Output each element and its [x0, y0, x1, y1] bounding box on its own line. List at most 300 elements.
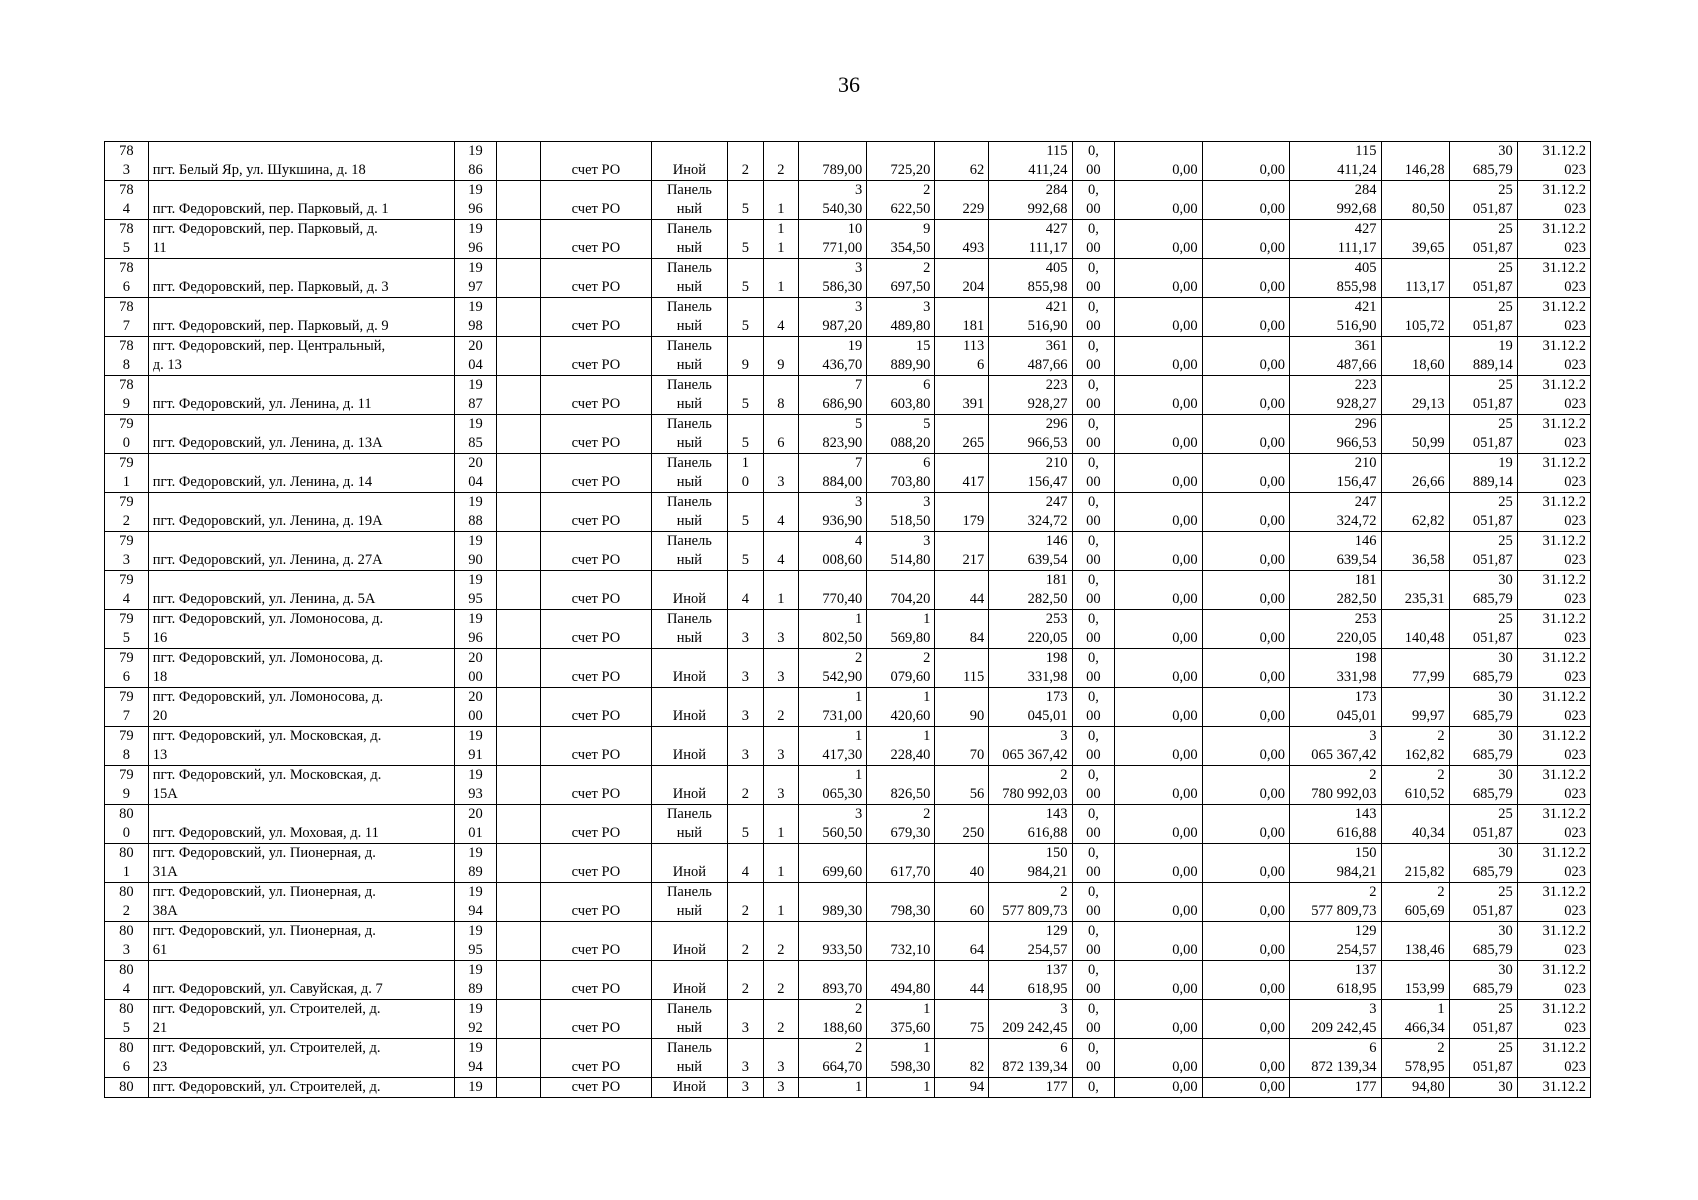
cell-line-1: 31.12.2 [1542, 1001, 1586, 1017]
row-number-cell [105, 259, 149, 298]
cell-line-2: ный [676, 201, 703, 217]
cell-line-1: 296 [1354, 416, 1377, 432]
cell-line-2: счет РО [571, 942, 621, 958]
cell-line-2: 0,00 [1259, 318, 1286, 334]
cell-line-1 [768, 415, 795, 434]
address-cell [148, 181, 454, 220]
cell-line-2: ный [676, 552, 703, 568]
blank-cell [497, 1039, 541, 1078]
residents-cell [935, 532, 989, 571]
regional-cell [1115, 883, 1202, 922]
floors-cell [728, 454, 764, 493]
cell-line-2: 64 [969, 942, 985, 958]
cell-line-2: 9 [741, 357, 749, 373]
wall-material-cell [651, 1078, 727, 1098]
cell-line-2: 0,00 [1259, 903, 1286, 919]
cell-line-1 [1386, 922, 1445, 941]
account-cell [541, 337, 652, 376]
cell-line-1: 0, [1087, 572, 1099, 588]
cell-line-2: 639,54 [1027, 552, 1068, 568]
limit-cost-cell [1449, 805, 1517, 844]
cell-line-2: 0,00 [1259, 669, 1286, 685]
municipal-cell [1202, 844, 1289, 883]
cell-line-1: 4 [855, 533, 863, 549]
cell-line-2: 00 [1086, 552, 1101, 568]
cell-line-2: 4 [777, 318, 785, 334]
federal-cell [1072, 688, 1115, 727]
address-cell [148, 1000, 454, 1039]
row-number-cell [105, 532, 149, 571]
cell-text: счет РО [571, 1079, 621, 1095]
cell-line-1: 78 [119, 338, 134, 354]
wall-material-cell [651, 142, 727, 181]
address-cell [148, 1039, 454, 1078]
cell-line-1 [545, 805, 647, 824]
row-number-cell [105, 220, 149, 259]
residents-cell [935, 688, 989, 727]
cell-line-2: 045,01 [1027, 708, 1068, 724]
cell-line-2: 113,17 [1405, 279, 1445, 295]
cell-line-1: 20 [468, 689, 483, 705]
cell-line-2: 00 [1086, 981, 1101, 997]
cell-line-2: счет РО [571, 864, 621, 880]
cell-line-1: 19 [468, 962, 483, 978]
cell-line-2: 5 [741, 318, 749, 334]
cell-line-1: 5 [855, 416, 863, 432]
owners-cell [1290, 142, 1381, 181]
owners-cell [1290, 493, 1381, 532]
limit-cost-cell [1449, 532, 1517, 571]
address-cell [148, 961, 454, 1000]
cell-line-2: 023 [1564, 318, 1586, 334]
cell-line-1: 31.12.2 [1542, 338, 1586, 354]
wall-material-cell [651, 220, 727, 259]
cell-line-2: 15А [152, 786, 178, 802]
living-area-cell [867, 337, 935, 376]
cell-line-1: 405 [1045, 260, 1068, 276]
cell-line-1: 2 [1437, 1040, 1445, 1056]
cell-line-2: 5 [741, 279, 749, 295]
total-cost-cell [989, 844, 1072, 883]
cell-line-2: 518,50 [890, 513, 931, 529]
cell-line-2: 95 [468, 942, 483, 958]
cell-line-2: 00 [1086, 474, 1101, 490]
cell-line-2: пгт. Федоровский, ул. Ленина, д. 19А [152, 513, 383, 529]
cell-line-2: счет РО [571, 318, 621, 334]
deadline-cell [1517, 571, 1590, 610]
federal-cell [1072, 1000, 1115, 1039]
cell-line-1 [501, 961, 536, 980]
cell-line-2: 99,97 [1411, 708, 1445, 724]
cell-line-1 [732, 610, 759, 629]
cell-line-2: 44 [969, 981, 985, 997]
cell-line-1: 143 [1354, 806, 1377, 822]
cell-line-2: 569,80 [890, 630, 931, 646]
cell-line-2: 0,00 [1172, 513, 1198, 529]
cell-text: 1 [855, 1079, 863, 1095]
cell-line-1: 19 [468, 767, 483, 783]
cell-line-2: 00 [1086, 591, 1101, 607]
cell-line-2: 0,00 [1172, 474, 1198, 490]
cell-line-2: 516,90 [1336, 318, 1377, 334]
cell-line-2: 354,50 [890, 240, 931, 256]
owners-cell [1290, 259, 1381, 298]
cell-line-1: 6 [923, 455, 931, 471]
cell-line-1 [1386, 142, 1445, 161]
table-row [105, 961, 1591, 1000]
cell-line-1: 143 [1045, 806, 1068, 822]
living-area-cell [867, 688, 935, 727]
cost-per-sqm-cell [1381, 571, 1449, 610]
cell-line-2: 2 [777, 981, 785, 997]
cell-line-2: 3 [777, 630, 785, 646]
cell-line-2: 6 [976, 357, 985, 373]
blank-cell [497, 1078, 541, 1098]
cell-line-2: 0,00 [1172, 396, 1198, 412]
cell-line-2: 618,95 [1336, 981, 1377, 997]
cell-line-2: 179 [962, 513, 985, 529]
cell-line-1: Панель [666, 260, 712, 276]
cell-line-2: 324,72 [1336, 513, 1377, 529]
cell-line-2: 051,87 [1472, 552, 1513, 568]
cell-line-2: 6 [122, 669, 130, 685]
cell-line-1: 25 [1498, 611, 1513, 627]
cell-line-2: 5 [741, 825, 749, 841]
owners-cell [1290, 922, 1381, 961]
cell-line-1 [939, 883, 984, 902]
cell-line-1 [732, 415, 759, 434]
cell-line-2: 70 [969, 747, 985, 763]
cell-line-2: 3 [777, 747, 785, 763]
cell-line-2: 8 [122, 747, 130, 763]
cell-line-2: 0,00 [1172, 708, 1198, 724]
cell-line-2: 685,79 [1472, 162, 1513, 178]
cell-line-1: 3 [923, 299, 931, 315]
cell-line-1 [732, 844, 759, 863]
cell-line-1: пгт. Федоровский, пер. Центральный, [152, 338, 386, 354]
cell-line-2: 023 [1564, 240, 1586, 256]
cell-line-1 [1386, 220, 1445, 239]
cell-line-1 [656, 649, 723, 668]
cell-line-2 [501, 200, 536, 219]
living-area-cell [867, 571, 935, 610]
living-area-cell [867, 532, 935, 571]
cell-line-1 [153, 454, 450, 473]
cell-line-2: 617,70 [890, 864, 931, 880]
cell-line-1: 25 [1498, 1001, 1513, 1017]
cell-line-1 [939, 493, 984, 512]
residents-cell [935, 415, 989, 454]
cell-line-2: 0,00 [1259, 513, 1286, 529]
cell-line-1 [501, 922, 536, 941]
cell-line-1: 30 [1498, 728, 1513, 744]
cell-line-2: 622,50 [890, 201, 931, 217]
wall-material-cell [651, 844, 727, 883]
cell-line-1 [732, 376, 759, 395]
cell-line-1 [1207, 727, 1285, 746]
federal-cell [1072, 415, 1115, 454]
limit-cost-cell [1449, 1000, 1517, 1039]
cell-line-2: 3 [122, 162, 130, 178]
total-area-cell [799, 883, 867, 922]
cell-line-2 [501, 668, 536, 687]
living-area-cell [867, 454, 935, 493]
cell-line-1: 31.12.2 [1542, 494, 1586, 510]
table-row [105, 1039, 1591, 1078]
cell-line-2: 826,50 [890, 786, 931, 802]
limit-cost-cell [1449, 727, 1517, 766]
cell-line-2: 0 [122, 435, 130, 451]
cell-line-2: 023 [1564, 747, 1586, 763]
account-cell [541, 922, 652, 961]
cell-line-1 [545, 571, 647, 590]
cell-line-2: 3 [777, 474, 785, 490]
cell-line-1: 361 [1045, 338, 1068, 354]
cost-per-sqm-cell [1381, 376, 1449, 415]
cell-line-2: ный [676, 630, 703, 646]
cell-line-2: 6 [122, 279, 130, 295]
deadline-cell [1517, 883, 1590, 922]
cell-line-1: 19 [468, 572, 483, 588]
cell-text: 19 [468, 1079, 483, 1095]
floors-cell [728, 688, 764, 727]
cell-line-2: 731,00 [822, 708, 863, 724]
cell-line-2: 5 [122, 630, 130, 646]
blank-cell [497, 727, 541, 766]
cost-per-sqm-cell [1381, 1078, 1449, 1098]
cell-line-2 [501, 707, 536, 726]
cell-line-2: 97 [468, 279, 483, 295]
cell-line-1: 30 [1498, 650, 1513, 666]
cell-line-2: 586,30 [822, 279, 863, 295]
residents-cell [935, 805, 989, 844]
year-cell [454, 571, 497, 610]
cell-line-1 [545, 766, 647, 785]
cell-line-2: 4 [777, 552, 785, 568]
municipal-cell [1202, 883, 1289, 922]
entrances-cell [763, 454, 799, 493]
entrances-cell [763, 259, 799, 298]
cell-line-1: 223 [1045, 377, 1068, 393]
cell-line-1: 3 [1060, 728, 1068, 744]
municipal-cell [1202, 376, 1289, 415]
cell-line-1: 79 [119, 611, 134, 627]
cell-line-1 [768, 1000, 795, 1019]
row-number-cell [105, 844, 149, 883]
registry-body [105, 142, 1591, 1098]
regional-cell [1115, 805, 1202, 844]
cell-line-1: 80 [119, 806, 134, 822]
living-area-cell [867, 181, 935, 220]
cell-line-2: 989,30 [822, 903, 863, 919]
cell-line-2: 023 [1564, 708, 1586, 724]
municipal-cell [1202, 298, 1289, 337]
cell-line-2: 685,79 [1472, 591, 1513, 607]
cell-line-1: 146 [1045, 533, 1068, 549]
cell-line-1: 80 [119, 962, 134, 978]
table-row [105, 376, 1591, 415]
cell-line-1 [1119, 571, 1197, 590]
regional-cell [1115, 298, 1202, 337]
cell-line-1 [732, 181, 759, 200]
cell-line-2: 18,60 [1411, 357, 1445, 373]
cell-line-2: 023 [1564, 201, 1586, 217]
cell-line-1: Панель [666, 455, 712, 471]
cell-line-2: 254,57 [1336, 942, 1377, 958]
year-cell [454, 1000, 497, 1039]
cost-per-sqm-cell [1381, 1039, 1449, 1078]
cell-line-2: 29,13 [1411, 396, 1445, 412]
cell-line-2: 618,95 [1027, 981, 1068, 997]
cell-line-2: 209 242,45 [1002, 1020, 1068, 1036]
cell-line-2: 0,00 [1172, 669, 1198, 685]
cell-line-2: счет РО [571, 552, 621, 568]
cell-line-2: 00 [1086, 201, 1101, 217]
cell-line-1: 253 [1354, 611, 1377, 627]
cell-line-1 [1207, 961, 1285, 980]
cell-line-2: 105,72 [1404, 318, 1445, 334]
cell-line-1: 247 [1045, 494, 1068, 510]
cell-text: 3 [741, 1079, 749, 1095]
cell-line-1 [1119, 337, 1197, 356]
cell-line-2: 0,00 [1259, 981, 1286, 997]
cell-line-2 [501, 980, 536, 999]
cell-line-2 [501, 941, 536, 960]
cell-line-1 [1119, 844, 1197, 863]
entrances-cell [763, 298, 799, 337]
cell-line-1: 19 [468, 299, 483, 315]
cell-line-2: 26,66 [1411, 474, 1445, 490]
cell-line-1: 25 [1498, 416, 1513, 432]
cell-line-1: 20 [468, 650, 483, 666]
cell-line-1: 19 [468, 611, 483, 627]
cell-text: 0,00 [1172, 1079, 1198, 1095]
blank-cell [497, 649, 541, 688]
living-area-cell [867, 883, 935, 922]
federal-cell [1072, 337, 1115, 376]
cell-line-2: 61 [152, 942, 168, 958]
cell-line-1: 1 [855, 611, 863, 627]
deadline-cell [1517, 142, 1590, 181]
owners-cell [1290, 649, 1381, 688]
cell-line-1: 6 [923, 377, 931, 393]
cell-line-1 [501, 337, 536, 356]
living-area-cell [867, 961, 935, 1000]
cell-line-1: 79 [119, 689, 134, 705]
cell-line-1 [153, 259, 450, 278]
regional-cell [1115, 532, 1202, 571]
limit-cost-cell [1449, 961, 1517, 1000]
cell-line-2: 89 [468, 864, 483, 880]
cell-line-2: 181 [962, 318, 985, 334]
cell-line-2: 91 [468, 747, 483, 763]
floors-cell [728, 727, 764, 766]
limit-cost-cell [1449, 571, 1517, 610]
cell-line-1: 80 [119, 884, 134, 900]
cell-line-1 [1207, 415, 1285, 434]
cell-line-1 [501, 181, 536, 200]
owners-cell [1290, 298, 1381, 337]
cell-line-2: 00 [1086, 708, 1101, 724]
owners-cell [1290, 961, 1381, 1000]
cell-line-2: 229 [962, 201, 985, 217]
cell-line-1 [732, 922, 759, 941]
cell-line-1: 0, [1087, 338, 1099, 354]
cell-line-2: 6 [122, 1059, 130, 1075]
account-cell [541, 220, 652, 259]
housing-registry-table [104, 141, 1591, 1098]
cell-line-2: 220,05 [1336, 630, 1377, 646]
cell-line-2: 2 [777, 708, 785, 724]
cell-line-1: 19 [847, 338, 863, 354]
cell-line-2: 0,00 [1172, 201, 1198, 217]
cell-line-2: 2 [777, 1020, 785, 1036]
cell-line-1: 0, [1087, 806, 1099, 822]
cell-line-1: 31.12.2 [1542, 962, 1586, 978]
municipal-cell [1202, 727, 1289, 766]
row-number-cell [105, 922, 149, 961]
row-number-cell [105, 961, 149, 1000]
floors-cell [728, 766, 764, 805]
cost-per-sqm-cell [1381, 727, 1449, 766]
cell-line-1 [501, 727, 536, 746]
cost-per-sqm-cell [1381, 922, 1449, 961]
cell-line-2: Иной [672, 786, 707, 802]
municipal-cell [1202, 766, 1289, 805]
cell-line-2: 889,14 [1472, 474, 1513, 490]
cell-line-2 [501, 317, 536, 336]
cell-line-1 [1119, 298, 1197, 317]
cell-line-1 [1386, 454, 1445, 473]
cell-line-1 [153, 415, 450, 434]
table-row [105, 454, 1591, 493]
cell-line-2: 2 [777, 162, 785, 178]
total-cost-cell [989, 376, 1072, 415]
cell-line-1 [153, 376, 450, 395]
owners-cell [1290, 610, 1381, 649]
cell-line-2: 3 [741, 708, 749, 724]
cell-line-1: 31.12.2 [1542, 767, 1586, 783]
cell-line-1: 1 [923, 1001, 931, 1017]
cell-line-1 [768, 493, 795, 512]
cell-text: 177 [1045, 1079, 1068, 1095]
owners-cell [1290, 883, 1381, 922]
cell-line-1: 181 [1045, 572, 1068, 588]
cell-line-2: 95 [468, 591, 483, 607]
living-area-cell [867, 1039, 935, 1078]
cell-line-2: 228,40 [890, 747, 931, 763]
cell-line-1 [768, 961, 795, 980]
cell-line-2 [501, 1019, 536, 1038]
cell-line-2: 40,34 [1411, 825, 1445, 841]
cell-line-2: 798,30 [890, 903, 931, 919]
cell-line-1 [939, 532, 984, 551]
living-area-cell [867, 1078, 935, 1098]
cell-line-2: 0,00 [1172, 981, 1198, 997]
cell-line-1 [1207, 532, 1285, 551]
cell-line-1 [732, 1000, 759, 1019]
cell-line-1 [501, 649, 536, 668]
cell-line-1: 0, [1087, 611, 1099, 627]
cell-line-1 [1386, 415, 1445, 434]
regional-cell [1115, 1039, 1202, 1078]
cell-line-2: 162,82 [1404, 747, 1445, 763]
row-number-cell [105, 376, 149, 415]
cell-line-1 [1207, 922, 1285, 941]
limit-cost-cell [1449, 883, 1517, 922]
floors-cell [728, 337, 764, 376]
table-row [105, 1078, 1591, 1098]
